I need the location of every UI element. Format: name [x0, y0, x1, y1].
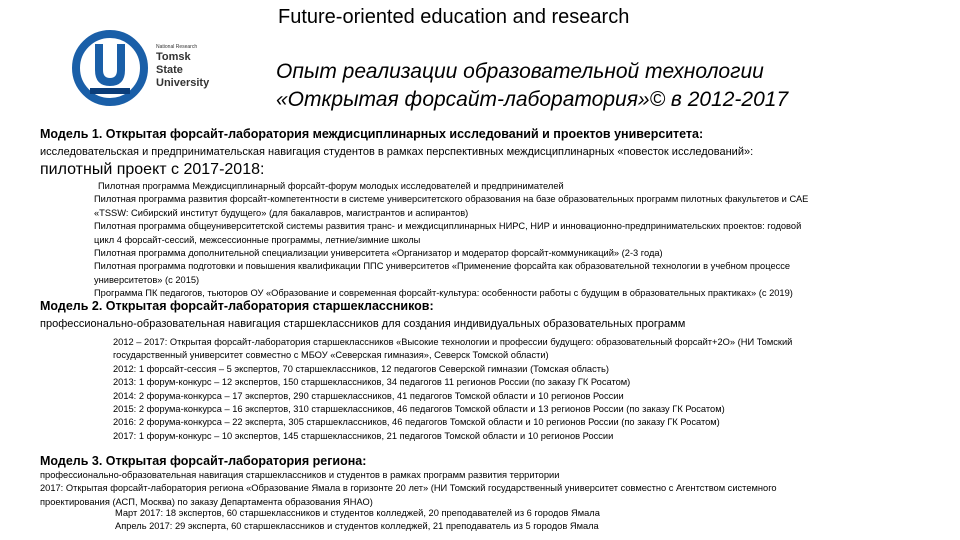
list-item: 2013: 1 форум-конкурс – 12 экспертов, 150 старшеклассников, 34 педагогов 11 регионов России (по заказу ГК Росатом) [113, 377, 631, 388]
page-subtitle [276, 58, 788, 114]
list-item: Пилотная программа развития форсайт-компетентности в системе университетского образования на базе образовательных программ пилотных факультетов и САЕ [94, 194, 809, 205]
model3-line: проектирования (АСП, Москва) по заказу Департамента образования ЯНАО) [40, 496, 373, 507]
model1-heading: Модель 1. Открытая форсайт-лаборатория междисциплинарных исследований и проектов университета: [40, 127, 704, 141]
model2-heading: Модель 2. Открытая форсайт-лаборатория старшеклассников: [40, 299, 434, 313]
list-item: 2012 – 2017: Открытая форсайт-лаборатория старшеклассников «Высокие технологии и профессии будущего: образовательный форсайт+2О» (НИ Томский [113, 337, 793, 347]
university-logo [70, 30, 220, 110]
list-item: университетов» (с 2015) [94, 274, 200, 285]
logo-small-text: National Research [156, 44, 198, 50]
model2-description: профессионально-образовательная навигация старшеклассников для создания индивидуальных образовательных программ [40, 318, 686, 330]
list-item: 2015: 2 форума-конкурса – 16 экспертов, 310 старшеклассников, 46 педагогов Томской области и 13 регионов России (по заказу ГК Росатом) [113, 404, 725, 415]
model1-items [94, 180, 808, 301]
list-item: 2014: 2 форума-конкурса – 17 экспертов, 290 старшеклассников, 41 педагогов Томской области и 10 регионов России [113, 390, 624, 401]
page-top-title: Future-oriented education and research [278, 6, 630, 28]
list-item: «TSSW: Сибирский институт будущего» (для бакалавров, магистрантов и аспирантов) [94, 207, 469, 218]
model1-pilot-heading: пилотный проект с 2017-2018: [40, 161, 265, 178]
model3-heading: Модель 3. Открытая форсайт-лаборатория региона: [40, 454, 367, 468]
list-item: Программа ПК педагогов, тьюторов ОУ «Образование и современная форсайт-культура: особенности работы с будущим в образовательных практиках» (с 2019) [94, 288, 793, 299]
model3-line: профессионально-образовательная навигация старшеклассников и студентов в рамках программ развития территории [40, 470, 560, 480]
logo-wordmark [156, 44, 209, 90]
subtitle-line-1: Опыт реализации образовательной технологии [276, 60, 764, 83]
model1-description: исследовательская и предпринимательская навигация студентов в рамках перспективных междисциплинарных «повесток исследований»: [40, 146, 754, 158]
list-item: 2016: 2 форума-конкурса – 22 эксперта, 305 старшеклассников, 46 педагогов Томской области и 10 регионов России (по заказу ГК Росатом) [113, 417, 720, 428]
logo-emblem-icon [70, 30, 150, 110]
logo-name-line-2: State [156, 64, 183, 76]
list-item: государственный университет совместно с МБОУ «Северская гимназия», Северск Томской области) [113, 350, 549, 361]
list-item: Пилотная программа подготовки и повышения квалификации ППС университетов «Применение форсайта как образовательной технологии в учебном процессе [94, 261, 791, 272]
list-item: Пилотная программа общеуниверситетской системы развития транс- и междисциплинарных НИРС, НИР и инновационно-предпринимательских проектов: годовой [94, 221, 802, 232]
logo-name-line-1: Tomsk [156, 51, 191, 63]
list-item: цикл 4 форсайт-сессий, межсессионные программы, летние/зимние школы [94, 234, 421, 245]
model3-line: 2017: Открытая форсайт-лаборатория региона «Образование Ямала в горизонте 20 лет» (НИ Томский государственный университет совместно с Агентством системного [40, 483, 777, 494]
model1-section [40, 127, 703, 141]
model3-lines [40, 469, 777, 509]
model2-items [113, 336, 792, 443]
list-item: Апрель 2017: 29 эксперта, 60 старшеклассников и студентов колледжей, 21 преподаватель из 5 городов Ямала [115, 521, 599, 532]
list-item: Март 2017: 18 экспертов, 60 старшеклассников и студентов колледжей, 20 преподавателей из 6 городов Ямала [115, 508, 600, 518]
list-item: 2012: 1 форсайт-сессия – 5 экспертов, 70 старшеклассников, 12 педагогов Северской гимназии (Томская область) [113, 363, 609, 374]
model3-items [115, 507, 600, 534]
subtitle-line-2: «Открытая форсайт-лаборатория»© в 2012-2017 [276, 88, 789, 111]
list-item: Пилотная программа Междисциплинарный форсайт-форум молодых исследователей и предпринимателей [98, 181, 564, 191]
list-item: 2017: 1 форум-конкурс – 10 экспертов, 145 старшеклассников, 21 педагогов Томской области и 10 регионов России [113, 430, 614, 441]
logo-name-line-3: University [156, 77, 210, 89]
list-item: Пилотная программа дополнительной специализации университета «Организатор и модератор форсайт-коммуникаций» (2-3 года) [94, 248, 663, 259]
